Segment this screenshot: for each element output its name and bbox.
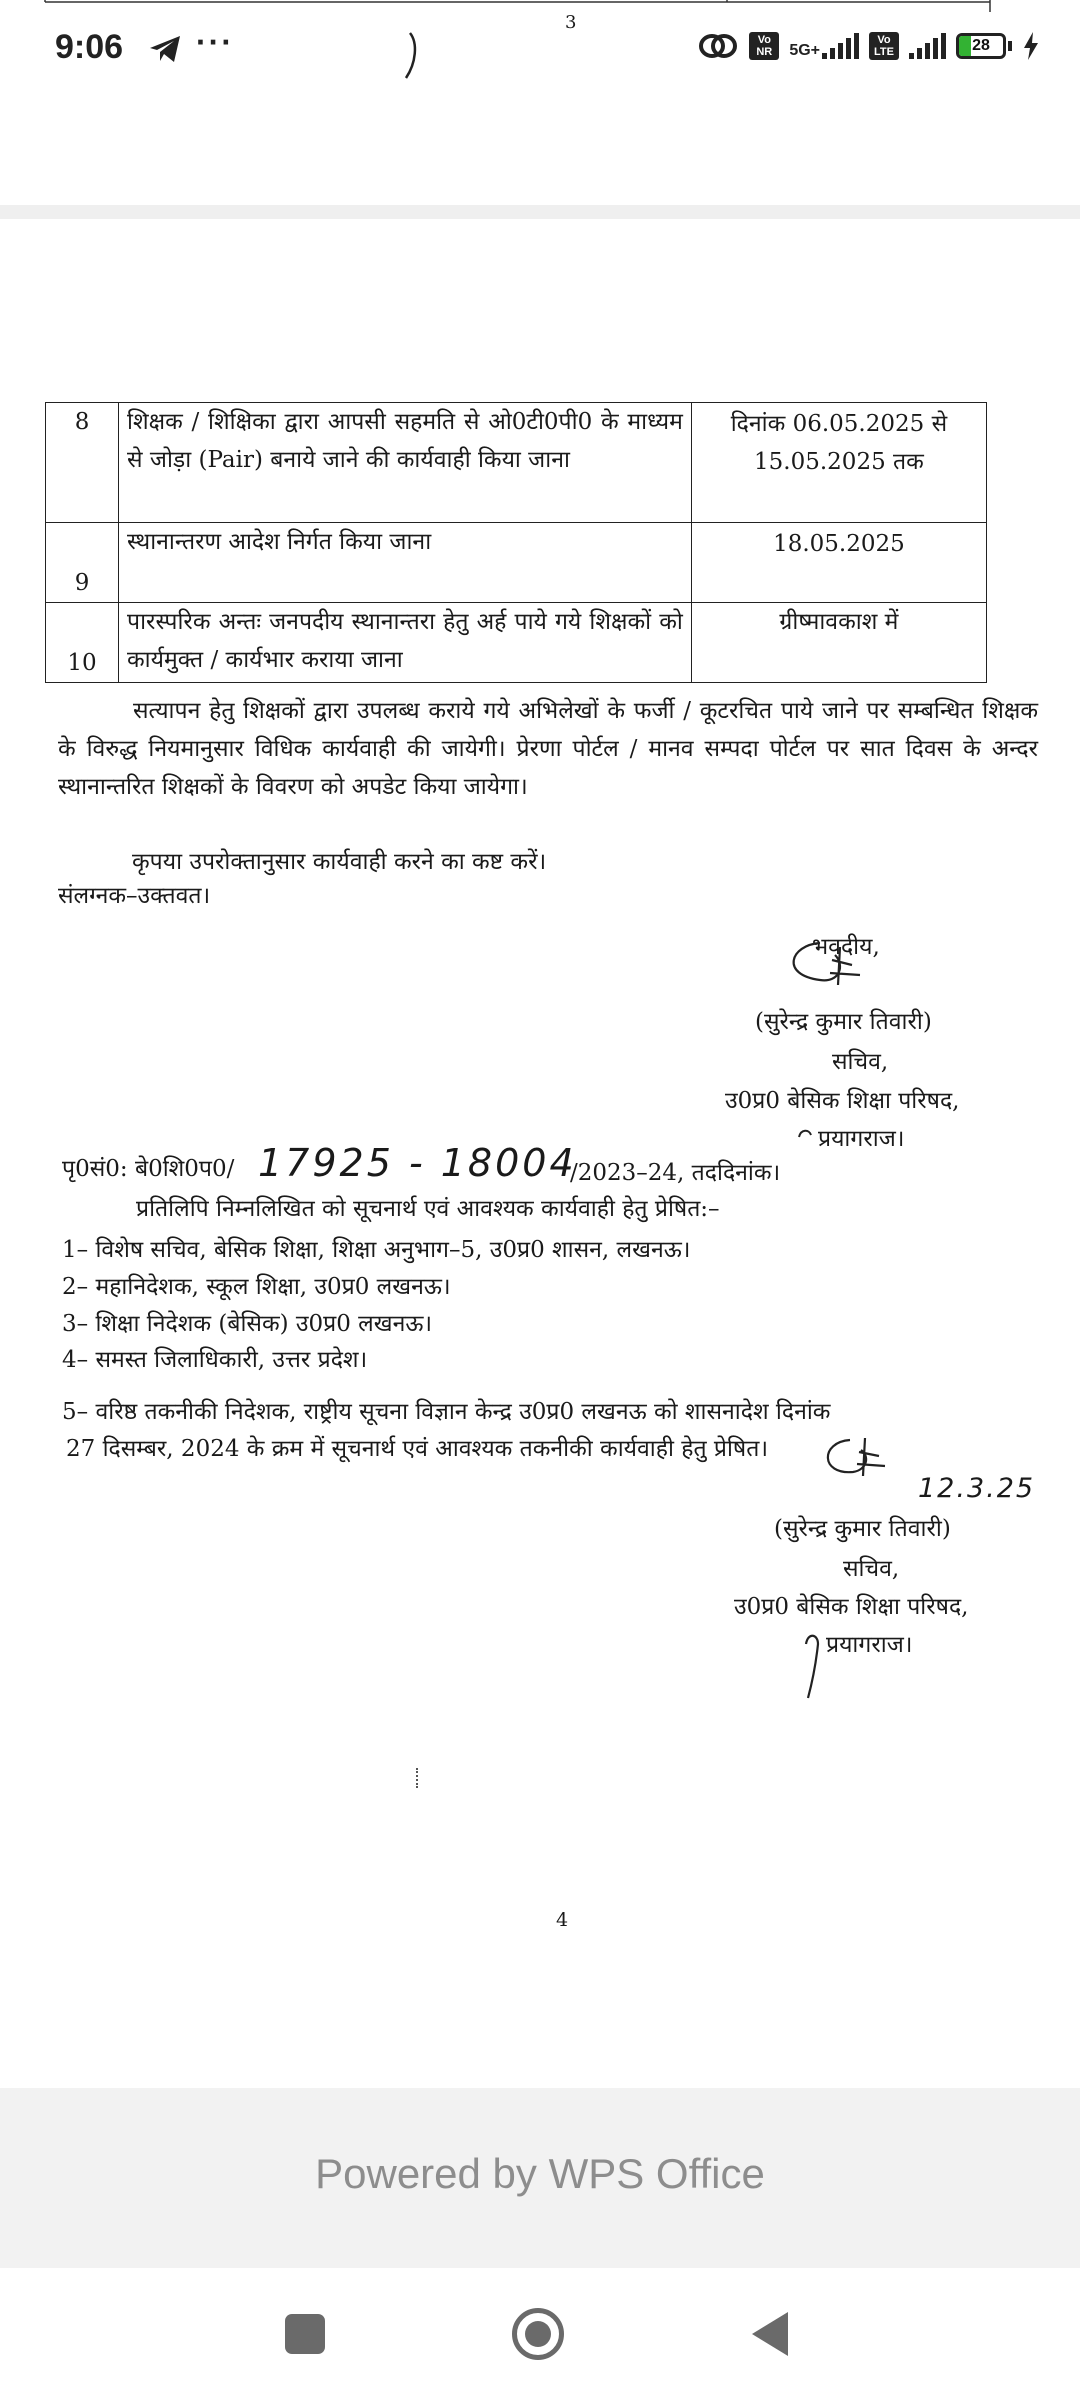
navigation-bar xyxy=(0,2268,1080,2400)
dispatch-handwritten-number: 17925 - 18004 xyxy=(258,1141,577,1185)
copy-to-item: 1– विशेष सचिव, बेसिक शिक्षा, शिक्षा अनुभाग–5, उ0प्र0 शासन, लखनऊ। xyxy=(62,1237,691,1263)
table-row xyxy=(46,603,987,683)
salutation: भवदीय, xyxy=(812,934,880,960)
table-cell-number: 9 xyxy=(46,523,119,603)
schedule-table xyxy=(45,402,987,683)
table-cell-date: 18.05.2025 xyxy=(691,523,986,603)
dispatch-prefix: पृ0सं0: बे0शि0प0/ xyxy=(62,1156,235,1182)
table-row xyxy=(46,403,987,523)
signatory-office: उ0प्र0 बेसिक शिक्षा परिषद, xyxy=(725,1088,960,1114)
hotspot-link-icon xyxy=(697,30,739,62)
signatory-place: प्रयागराज। xyxy=(818,1126,905,1152)
signal-5g xyxy=(789,33,859,59)
request-line: कृपया उपरोक्तानुसार कार्यवाही करने का कष्ट करें। xyxy=(132,849,547,875)
page-separator xyxy=(0,205,1080,219)
signature-mark xyxy=(780,935,890,995)
volte-badge: Vo LTE xyxy=(869,32,899,60)
signal-bars-icon-2 xyxy=(909,33,946,59)
table-cell-number: 8 xyxy=(46,403,119,523)
status-bar xyxy=(0,0,1080,100)
copy-to-intro: प्रतिलिपि निम्नलिखित को सूचनार्थ एवं आवश्यक कार्यवाही हेतु प्रेषित:– xyxy=(136,1196,720,1222)
signatory-designation-2: सचिव, xyxy=(843,1556,900,1582)
home-button[interactable] xyxy=(512,2308,564,2360)
network-type-label: 5G+ xyxy=(789,42,820,59)
signatory-office-2: उ0प्र0 बेसिक शिक्षा परिषद, xyxy=(734,1594,969,1620)
vonr-badge: Vo NR xyxy=(749,32,779,60)
table-cell-activity: पारस्परिक अन्तः जनपदीय स्थानान्तरा हेतु अर्ह पाये गये शिक्षकों को कार्यमुक्त / कार्यभार कराया जाना xyxy=(119,603,692,683)
table-cell-number: 10 xyxy=(46,603,119,683)
telegram-icon xyxy=(148,34,182,69)
dispatch-suffix: /2023–24, तददिनांक। xyxy=(570,1160,781,1186)
enclosure-line: संलग्नक–उक्तवत। xyxy=(58,883,211,909)
battery-indicator xyxy=(956,33,1012,59)
copy-to-item: 3– शिक्षा निदेशक (बेसिक) उ0प्र0 लखनऊ। xyxy=(62,1311,433,1337)
back-button[interactable] xyxy=(752,2312,788,2356)
copy-to-item: 5– वरिष्ठ तकनीकी निदेशक, राष्ट्रीय सूचना विज्ञान केन्द्र उ0प्र0 लखनऊ को शासनादेश दिनांक xyxy=(62,1399,831,1425)
table-cell-activity: स्थानान्तरण आदेश निर्गत किया जाना xyxy=(119,523,692,603)
previous-page-number: 3 xyxy=(565,12,577,33)
battery-percent: 28 xyxy=(972,37,990,54)
scan-speck xyxy=(416,1768,421,1788)
pen-tick-mark xyxy=(795,1125,817,1145)
more-notifications-icon: ··· xyxy=(196,24,234,60)
signatory-designation: सचिव, xyxy=(832,1049,889,1075)
recents-button[interactable] xyxy=(285,2314,325,2354)
table-cell-date: दिनांक 06.05.2025 से 15.05.2025 तक xyxy=(691,403,986,523)
signatory-place-2: प्रयागराज। xyxy=(826,1632,913,1658)
table-row xyxy=(46,523,987,603)
powered-by-label: Powered by WPS Office xyxy=(315,2150,765,2197)
table-cell-date: ग्रीष्मावकाश में xyxy=(691,603,986,683)
status-time: 9:06 xyxy=(55,28,124,66)
table-cell-activity: शिक्षक / शिक्षिका द्वारा आपसी सहमति से ओ0टी0पी0 के माध्यम से जोड़ा (Pair) बनाये जाने की कार्यवाही किया जाना xyxy=(119,403,692,523)
verification-paragraph: सत्यापन हेतु शिक्षकों द्वारा उपलब्ध कराये गये अभिलेखों के फर्जी / कूटरचित पाये जाने पर सम्बन्धित शिक्षक के विरुद्ध नियमानुसार विधिक कार्यवाही की जायेगी। प्रेरणा पोर्टल / मानव सम्पदा पोर्टल पर सात दिवस के अन्दर स्थानान्तरित शिक्षकों के विवरण को अपडेट किया जायेगा। xyxy=(58,698,1038,800)
signature-handwritten-date: 12.3.25 xyxy=(918,1473,1036,1504)
copy-to-item: 27 दिसम्बर, 2024 के क्रम में सूचनार्थ एवं आवश्यक तकनीकी कार्यवाही हेतु प्रेषित। xyxy=(66,1436,769,1462)
page-number: 4 xyxy=(556,1909,569,1931)
status-icons xyxy=(697,30,1040,62)
charging-bolt-icon xyxy=(1022,31,1040,61)
copy-to-item: 4– समस्त जिलाधिकारी, उत्तर प्रदेश। xyxy=(62,1347,368,1373)
signal-bars-icon xyxy=(822,33,859,59)
copy-to-item: 2– महानिदेशक, स्कूल शिक्षा, उ0प्र0 लखनऊ। xyxy=(62,1274,451,1300)
signatory-name-2: (सुरेन्द्र कुमार तिवारी) xyxy=(774,1516,951,1542)
signature-mark-2 xyxy=(815,1430,905,1490)
signatory-name: (सुरेन्द्र कुमार तिवारी) xyxy=(755,1009,932,1035)
